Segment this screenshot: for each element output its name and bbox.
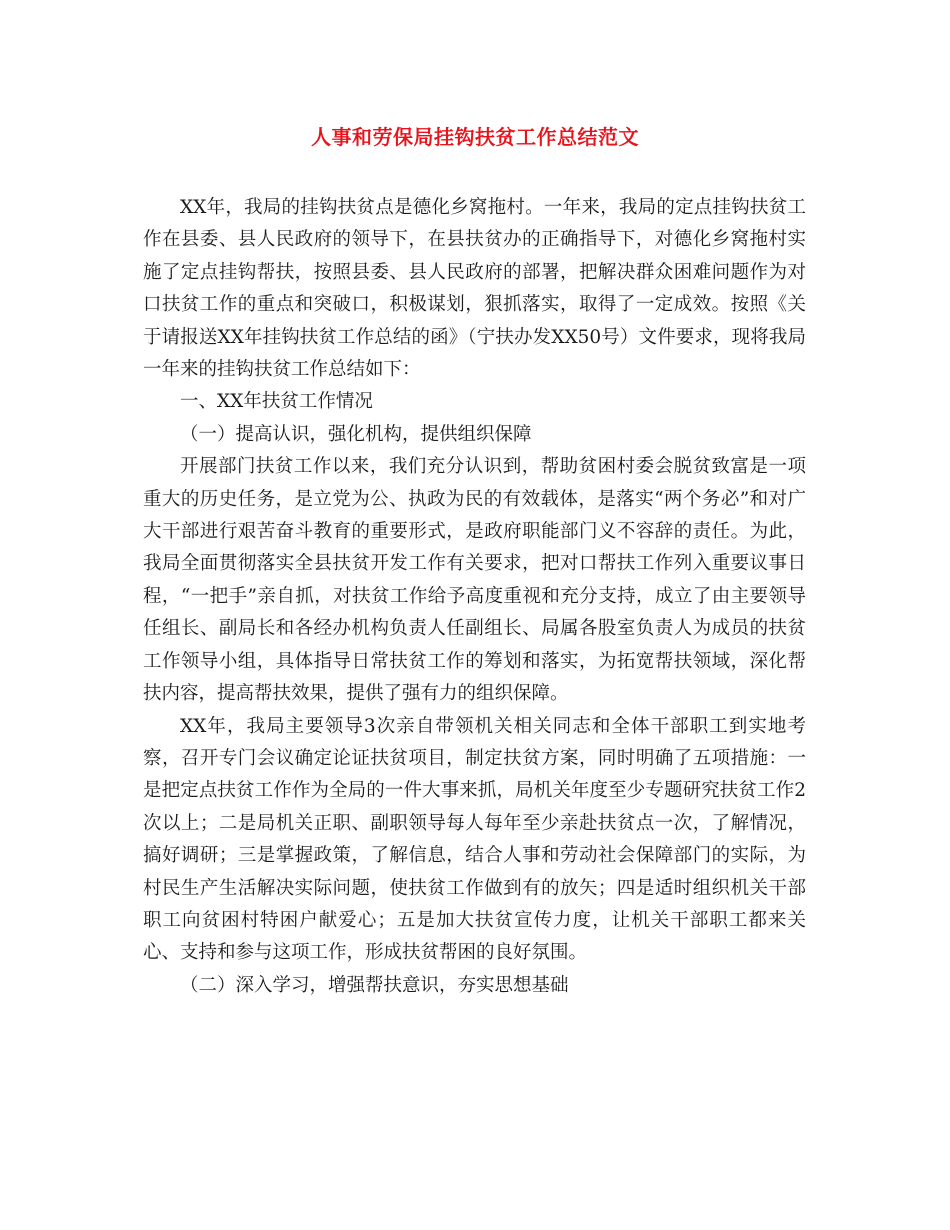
intro-paragraph: XX年，我局的挂钩扶贫点是德化乡窝拖村。一年来，我局的定点挂钩扶贫工作在县委、县人民政府的领导下，在县扶贫办的正确指导下，对德化乡窝拖村实施了定点挂钩帮扶，按照县委、县人民政府的部署，把解决群众困难问题作为对口扶贫工作的重点和突破口，积极谋划，狠抓落实，取得了一定成效。按照《关于请报送XX年挂钩扶贫工作总结的函》（宁扶办发XX50号）文件要求，现将我局一年来的挂钩扶贫工作总结如下： <box>143 197 806 381</box>
document-title: 人事和劳保局挂钩扶贫工作总结范文 <box>311 125 639 149</box>
document-body <box>143 192 806 1002</box>
body-paragraph-2: XX年，我局主要领导3次亲自带领机关相关同志和全体干部职工到实地考察，召开专门会议确定论证扶贫项目，制定扶贫方案，同时明确了五项措施：一是把定点扶贫工作作为全局的一件大事来抓，局机关年度至少专题研究扶贫工作2次以上；二是局机关正职、副职领导每人每年至少亲赴扶贫点一次，了解情况，搞好调研；三是掌握政策，了解信息，结合人事和劳动社会保障部门的实际，为村民生产生活解决实际问题，使扶贫工作做到有的放矢；四是适时组织机关干部职工向贫困村特困户献爱心；五是加大扶贫宣传力度，让机关干部职工都来关心、支持和参与这项工作，形成扶贫帮困的良好氛围。 <box>143 715 806 964</box>
subsection-heading-1: （一）提高认识，强化机构，提供组织保障 <box>180 423 532 445</box>
section-heading-1: 一、XX年扶贫工作情况 <box>180 391 373 413</box>
body-paragraph-1: 开展部门扶贫工作以来，我们充分认识到，帮助贫困村委会脱贫致富是一项重大的历史任务，是立党为公、执政为民的有效载体，是落实“两个务必”和对广大干部进行艰苦奋斗教育的重要形式，是政府职能部门义不容辞的责任。为此，我局全面贯彻落实全县扶贫开发工作有关要求，把对口帮扶工作列入重要议事日程，“一把手”亲自抓，对扶贫工作给予高度重视和充分支持，成立了由主要领导任组长、副局长和各经办机构负责人任副组长、局属各股室负责人为成员的扶贫工作领导小组，具体指导日常扶贫工作的筹划和落实，为拓宽帮扶领域，深化帮扶内容，提高帮扶效果，提供了强有力的组织保障。 <box>143 456 806 705</box>
subsection-heading-2: （二）深入学习，增强帮扶意识，夯实思想基础 <box>180 974 569 996</box>
